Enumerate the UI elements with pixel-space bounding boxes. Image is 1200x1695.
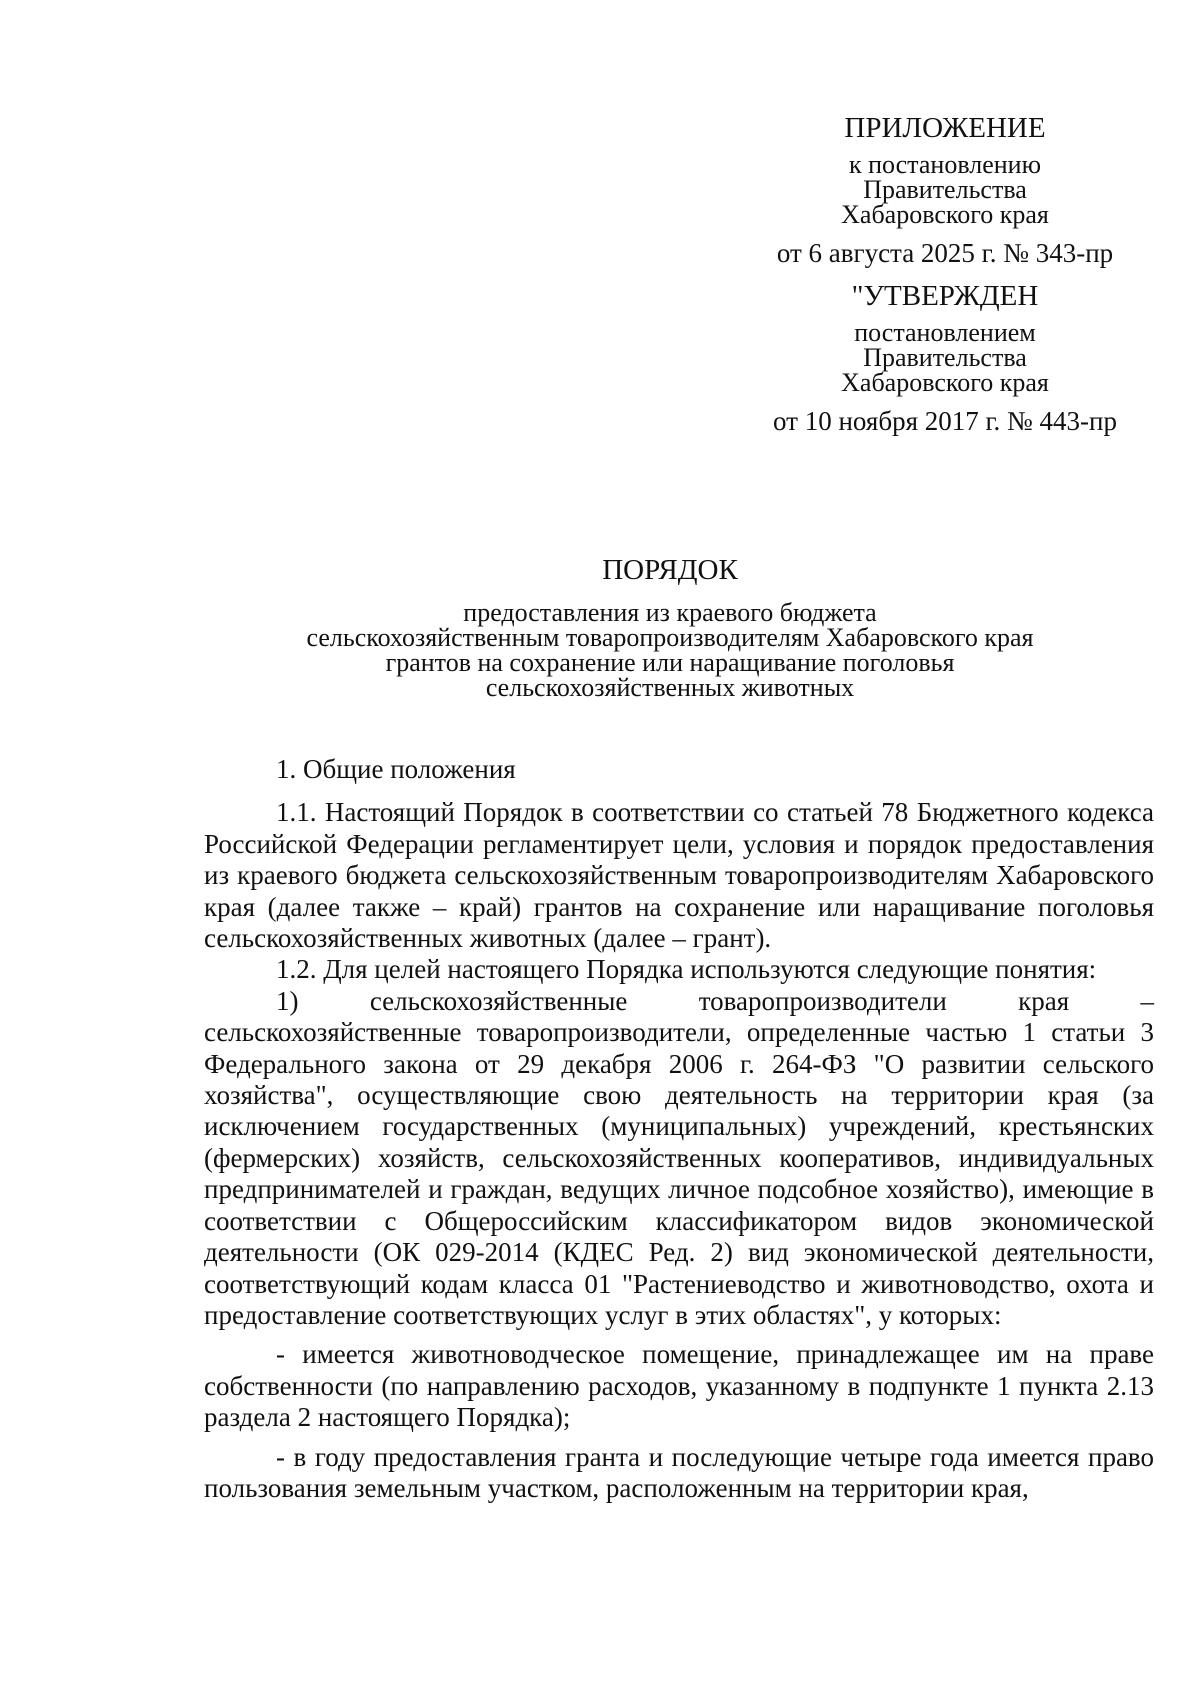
title-main: ПОРЯДОК xyxy=(602,554,738,586)
appendix-date: от 6 августа 2025 г. № 343-пр xyxy=(776,238,1114,268)
bullet-paragraph: - имеется животноводческое помещение, принадлежащее им на праве собственности (по направлению расходов, указанному в подпункте 1 пункта 2.13 раздела 2 настоящего Порядка); xyxy=(204,1339,1154,1433)
title-sub-line: сельскохозяйственных животных xyxy=(485,673,855,702)
appendix-line: Хабаровского края xyxy=(841,200,1049,229)
title-sub-line: грантов на сохранение или наращивание поголовья xyxy=(385,648,955,677)
approved-heading: "УТВЕРЖДЕН xyxy=(851,280,1039,312)
paragraph-1-2-1: 1) сельскохозяйственные товаропроизводители края – сельскохозяйственные товаропроизводители, определенные частью 1 статьи 3 Федерального закона от 29 декабря 2006 г. 264-ФЗ "О развитии сельского хозяйства", осуществляющие свою деятельность на территории края (за исключением государственных (муниципальных) учреждений, крестьянских (фермерских) хозяйств, сельскохозяйственных кооперативов, индивидуальных предпринимателей и граждан, ведущих личное подсобное хозяйство), имеющие в соответствии с Общероссийским классификатором видов экономической деятельности (ОК 029-2014 (КДЕС Ред. 2) вид экономической деятельности, соответствующий кодам класса 01 "Растениеводство и животноводство, охота и предоставление соответствующих услуг в этих областях", у которых: xyxy=(204,985,1154,1330)
approved-line: постановлением xyxy=(854,318,1036,347)
title-sub-line: предоставления из краевого бюджета xyxy=(463,598,877,627)
paragraph-1-1: 1.1. Настоящий Порядок в соответствии со статьей 78 Бюджетного кодекса Российской Федерации регламентирует цели, условия и порядок предоставления из краевого бюджета сельскохозяйственным товаропроизводителям Хабаровского края (далее также – край) грантов на сохранение или наращивание поголовья сельскохозяйственных животных (далее – грант). xyxy=(204,797,1154,954)
title-sub-line: сельскохозяйственным товаропроизводителям Хабаровского края xyxy=(306,623,1034,652)
appendix-block xyxy=(740,112,1150,266)
appendix-heading: ПРИЛОЖЕНИЕ xyxy=(844,112,1046,144)
document-body xyxy=(204,754,1154,1504)
paragraph-1-2: 1.2. Для целей настоящего Порядка используются следующие понятия: xyxy=(276,954,1097,985)
section-heading: 1. Общие положения xyxy=(276,754,516,784)
approved-date: от 10 ноября 2017 г. № 443-пр xyxy=(773,406,1117,436)
appendix-line: Правительства xyxy=(863,175,1027,204)
approved-line: Хабаровского края xyxy=(841,368,1049,397)
approved-block xyxy=(740,280,1150,434)
appendix-line: к постановлению xyxy=(848,150,1042,179)
approved-line: Правительства xyxy=(863,343,1027,372)
bullet-paragraph: - в году предоставления гранта и последующие четыре года имеется право пользования земельным участком, расположенным на территории края, xyxy=(204,1441,1154,1503)
document-title xyxy=(240,554,1100,700)
